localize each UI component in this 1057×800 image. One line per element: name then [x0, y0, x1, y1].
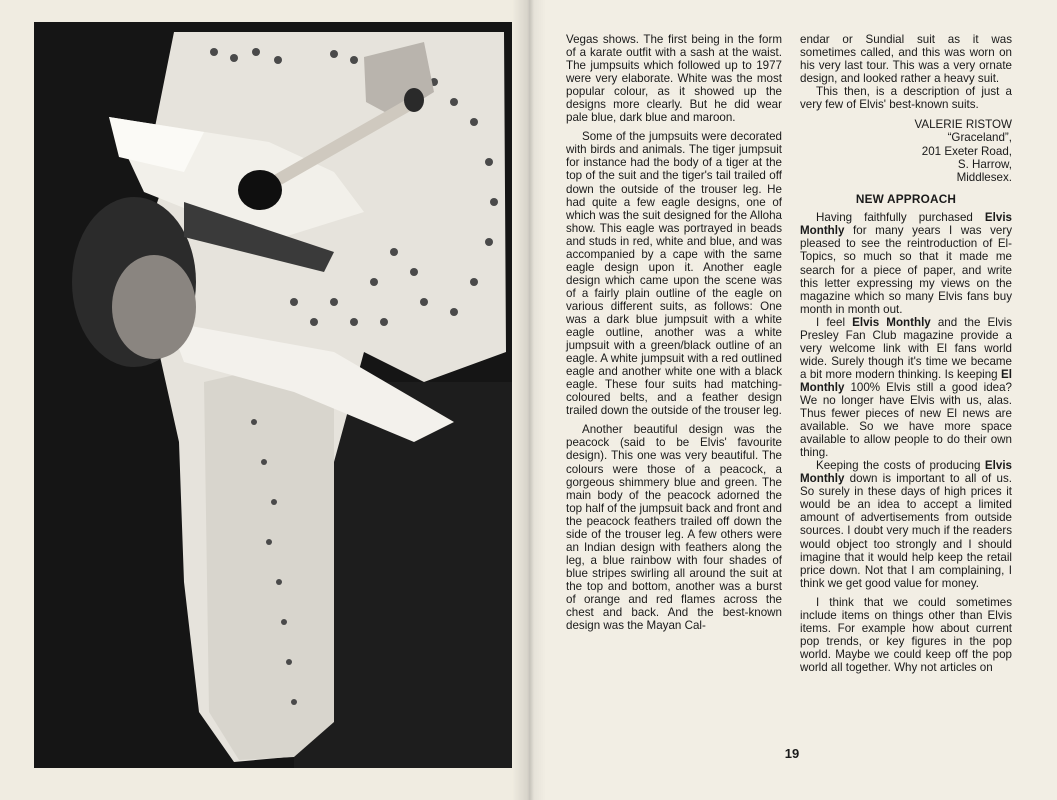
paragraph: This then, is a description of just a very few of Elvis' best-known suits. [800, 85, 1012, 112]
author-name: VALERIE RISTOW [914, 118, 1012, 132]
author-address-line: S. Harrow, [957, 157, 1012, 171]
paragraph: I think that we could sometimes include items on things other than Elvis items. For example how about current pop trends, or key figures in the pop world. Maybe we could keep off the pop world all together. Why not articles on [800, 595, 1012, 674]
author-address-line: 201 Exeter Road, [921, 144, 1012, 158]
page-number: 19 [784, 746, 800, 761]
paragraph: Keeping the costs of producing Elvis Monthly down is important to all of us. So surely in these days of high prices it would be an idea to accept a limited amount of advertisements from outside sources. I doubt very much if the readers would object too strongly and I should imagine that it would help keep the retail price down. Not that I am complaining, I think we get good value for money. [800, 459, 1012, 590]
paragraph: I feel Elvis Monthly and the Elvis Presley Fan Club magazine provide a very welcome link with El fans world wide. Surely though it's time we became a bit more modern thinking. Is keeping El Monthly 100% Elvis still a good idea? We no longer have Elvis with us, alas. Thus fewer pieces of new El news are available. So we have more space available to allow people to do their own thing. [800, 315, 1012, 460]
section-heading: NEW APPROACH [855, 192, 957, 207]
magazine-title: Elvis Monthly [852, 315, 931, 329]
paragraph: Another beautiful design was the peacock (said to be Elvis' favourite design). This one was very beautiful. The colours were those of a peacock, a gorgeous shimmery blue and green. The main body of the peacock adorned the top half of the jumpsuit back and front and the peacock feathers trailed off down the side of the trouser leg. A few others were an Indian design with feathers along the leg, a blue rainbow with four shades of blue stripes swirling all around the suit at the top and bottom, another was a burst of orange and red flames across the chest and back. And the best-known design was the Mayan Cal- [566, 423, 782, 633]
author-address-line: “Graceland”, [947, 131, 1012, 145]
magazine-title: Elvis Monthly [800, 211, 1012, 238]
page-gutter [512, 0, 546, 800]
paragraph: Vegas shows. The first being in the form of a karate outfit with a sash at the waist. The jumpsuits which followed up to 1977 were very elaborate. White was the most popular colour, as it showed up the designs more clearly. But he did wear pale blue, dark blue and maroon. [566, 33, 782, 125]
paragraph: Some of the jumpsuits were decorated with birds and animals. The tiger jumpsuit for instance had the body of a tiger at the top of the suit and the tiger's tail trailed off down the outside of the trouser leg. He had quite a few eagle designs, one of which was the suit designed for the Alloha show. This eagle was portrayed in beads and studs in red, white and blue, and was accompanied by a cape with the same eagle design upon it. Another eagle design which came upon the scene was of a fairly plain outline of the eagle on various different suits, as follows: One was a dark blue jumpsuit with a white eagle outline, another was a white jumpsuit with a green/black outline of an eagle. A white jumpsuit with a red outlined eagle and another white one with a black eagle. These four suits had matching-coloured belts, and a feather design trailed down the outside of the trouser leg. [566, 130, 782, 418]
author-address-line: Middlesex. [956, 171, 1012, 185]
magazine-title: El Monthly [800, 367, 1012, 394]
paragraph: endar or Sundial suit as it was sometimes called, and this was worn on his very last tour. This was a very ornate design, and looked rather a heavy suit. [800, 33, 1012, 86]
performer-photo [34, 22, 512, 768]
text-column-1 [566, 33, 782, 632]
author-signature [800, 118, 1012, 184]
magazine-title: Elvis Monthly [800, 459, 1012, 486]
text-column-2 [800, 33, 1012, 674]
paragraph: Having faithfully purchased Elvis Monthly for many years I was very pleased to see the reintroduction of El-Topics, so much so that it made me search for a piece of paper, and write this letter expressing my views on the magazine which so many Elvis fans buy month in month out. [800, 211, 1012, 316]
